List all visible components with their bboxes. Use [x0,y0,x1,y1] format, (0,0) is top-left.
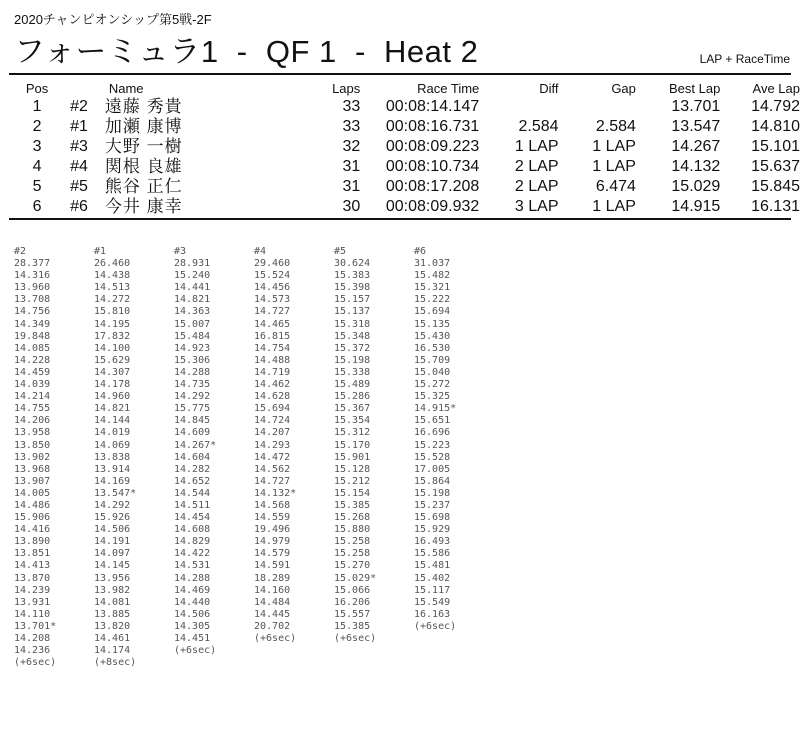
cell-position: 4 [32,158,42,175]
cell-ave-lap: 14.792 [751,98,800,115]
lap-column-header: #5 [334,246,347,257]
lap-time: 15.128 [334,463,371,475]
lap-time: 13.902 [14,451,51,463]
report-mode-label: LAP + RaceTime [699,52,790,66]
cell-ave-lap: 15.845 [751,178,800,195]
cell-best-lap: 14.915 [671,198,721,215]
lap-time: 15.321 [414,282,451,294]
lap-time: 15.901 [334,451,371,463]
lap-time: 15.929 [414,524,451,536]
lap-time: 15.385 [334,620,371,632]
lap-time: 15.223 [414,439,451,451]
lap-time: 13.931 [14,596,51,608]
lap-time: (+6sec) [334,633,377,644]
cell-car-number: #5 [70,178,88,195]
cell-diff: 2.584 [518,118,559,135]
lap-time: 16.163 [414,608,451,620]
lap-time: 15.402 [414,572,451,584]
results-divider [9,218,791,220]
lap-time: 15.306 [174,354,211,366]
results-header-row [14,80,800,97]
cell-race-time: 00:08:09.932 [385,198,480,215]
lap-time: 13.820 [94,620,131,632]
lap-time: 15.775 [174,403,211,415]
lap-time: 14.019 [94,427,131,439]
lap-time: 16.206 [334,596,371,608]
lap-time: 14.609 [174,427,211,439]
lap-time: 14.472 [254,451,291,463]
cell-gap [559,97,636,117]
cell-position: 5 [32,178,42,195]
lap-time: 15.586 [414,548,451,560]
lap-time: 13.547* [94,487,137,499]
lap-time: 14.288 [174,572,211,584]
lap-time: 14.160 [254,584,291,596]
lap-time: 14.513 [94,282,131,294]
lap-column-header: #1 [94,246,107,257]
lap-time: 14.039 [14,379,51,391]
lap-time: 15.694 [254,403,291,415]
lap-time: 13.851 [14,548,51,560]
lap-time: (+6sec) [254,633,297,644]
cell-race-time: 00:08:09.223 [385,138,480,155]
lap-time: 14.349 [14,318,51,330]
lap-time: 14.719 [254,366,291,378]
lap-time: 13.958 [14,427,51,439]
lap-time: 15.489 [334,379,371,391]
lap-time: 14.191 [94,536,131,548]
cell-driver-name: 今井 康幸 [104,197,183,216]
lap-time: 14.754 [254,342,291,354]
lap-time: 20.702 [254,620,291,632]
lap-time: 14.267* [174,439,217,451]
cell-ave-lap: 15.101 [751,138,800,155]
lap-time: 14.488 [254,354,291,366]
lap-time: 15.258 [334,548,371,560]
cell-car-number: #1 [70,118,88,135]
lap-time: 14.085 [14,342,51,354]
lap-time: 16.493 [414,536,451,548]
lap-time: 29.460 [254,258,291,270]
lap-time: 14.132* [254,487,297,499]
cell-driver-name: 大野 一樹 [104,137,183,156]
lap-time: 14.097 [94,548,131,560]
lap-time: 13.968 [14,463,51,475]
cell-diff: 1 LAP [514,138,559,155]
cell-laps: 31 [342,178,361,195]
cell-car-number: #4 [70,158,88,175]
cell-laps: 33 [342,118,361,135]
lap-time: 30.624 [334,258,371,270]
lap-time: 13.907 [14,475,51,487]
lap-time: 16.815 [254,330,291,342]
lap-time: 14.979 [254,536,291,548]
lap-time: 14.144 [94,415,131,427]
lap-time: 14.005 [14,487,51,499]
lap-time: 14.544 [174,487,211,499]
cell-diff [479,97,558,117]
cell-car-number: #3 [70,138,88,155]
lap-time: 14.562 [254,463,291,475]
lap-time: 14.652 [174,475,211,487]
cell-gap: 1 LAP [592,158,636,175]
lap-time: 14.484 [254,596,291,608]
lap-time: 14.465 [254,318,291,330]
lap-time: 14.292 [94,499,131,511]
lap-time: 15.318 [334,318,371,330]
cell-laps: 31 [342,158,361,175]
cell-position: 1 [32,98,42,115]
lap-time: 14.960 [94,391,131,403]
lap-time: 14.923 [174,342,211,354]
cell-driver-name: 熊谷 正仁 [104,177,183,196]
lap-time: 13.914 [94,463,131,475]
lap-column [174,246,254,657]
lap-time: 15.864 [414,475,451,487]
page-title: フォーミュラ1 - QF 1 - Heat 2 [14,34,479,69]
event-subtitle: 2020チャンピオンシップ第5戦-2F [14,12,212,27]
lap-time: 14.608 [174,524,211,536]
lap-time: 14.461 [94,633,131,644]
cell-position: 6 [32,198,42,215]
lap-time: 15.810 [94,306,131,318]
lap-time: 15.557 [334,608,371,620]
lap-time: 14.272 [94,294,131,306]
col-header-pos: Pos [25,81,49,96]
cell-position: 2 [32,118,42,135]
lap-time: 15.383 [334,270,371,282]
lap-time: 13.870 [14,572,51,584]
lap-time: 14.239 [14,584,51,596]
lap-time: (+6sec) [14,657,57,669]
lap-time: (+8sec) [94,657,137,669]
lap-time: 14.724 [254,415,291,427]
lap-time: 19.496 [254,524,291,536]
lap-time: 14.829 [174,536,211,548]
cell-car-number: #2 [70,98,88,115]
lap-time: 14.568 [254,499,291,511]
results-table [14,80,800,217]
lap-time: 15.372 [334,342,371,354]
cell-race-time: 00:08:16.731 [385,118,480,135]
lap-time: 15.651 [414,415,451,427]
lap-time: 13.885 [94,608,131,620]
lap-time: 14.727 [254,306,291,318]
lap-time: 13.960 [14,282,51,294]
lap-time: 15.348 [334,330,371,342]
lap-time: 15.694 [414,306,451,318]
cell-driver-name: 加瀬 康博 [104,117,183,136]
lap-time: 14.591 [254,560,291,572]
lap-time: 15.198 [414,487,451,499]
lap-time: 14.195 [94,318,131,330]
lap-time: 14.727 [254,475,291,487]
lap-time: 15.237 [414,499,451,511]
lap-time: 14.441 [174,282,211,294]
cell-gap: 1 LAP [592,138,636,155]
cell-gap: 1 LAP [592,198,636,215]
lap-time: 31.037 [414,258,451,270]
lap-time: 15.482 [414,270,451,282]
cell-best-lap: 15.029 [671,178,721,195]
lap-time: 15.354 [334,415,371,427]
lap-time: 14.208 [14,633,51,644]
table-row [14,117,800,137]
lap-column-header: #2 [14,246,27,257]
lap-time: 15.270 [334,560,371,572]
lap-time: (+6sec) [174,645,217,657]
table-row [14,197,800,217]
lap-time: 14.282 [174,463,211,475]
lap-time: 15.524 [254,270,291,282]
lap-time: 14.293 [254,439,291,451]
lap-time: 14.451 [174,633,211,644]
lap-time: 14.845 [174,415,211,427]
lap-time: 14.413 [14,560,51,572]
lap-time: 14.228 [14,354,51,366]
lap-time: 19.848 [14,330,51,342]
lap-time: 15.481 [414,560,451,572]
lap-time: 14.214 [14,391,51,403]
cell-diff: 3 LAP [514,198,559,215]
lap-time: 14.416 [14,524,51,536]
lap-time: 14.236 [14,645,51,657]
lap-time: 15.385 [334,499,371,511]
cell-laps: 33 [342,98,361,115]
cell-race-time: 00:08:14.147 [385,98,480,115]
lap-column [14,246,94,669]
lap-time: 14.559 [254,512,291,524]
lap-time: 15.117 [414,584,451,596]
cell-driver-name: 関根 良雄 [104,157,183,176]
cell-laps: 30 [342,198,361,215]
col-header-laps: Laps [332,81,361,96]
cell-laps: 32 [342,138,361,155]
lap-time: 14.069 [94,439,131,451]
table-row [14,97,800,117]
cell-best-lap: 13.547 [671,118,721,135]
lap-time: 28.377 [14,258,51,270]
lap-time: 14.486 [14,499,51,511]
lap-time: 15.528 [414,451,451,463]
lap-time: 14.440 [174,596,211,608]
cell-car-number: #6 [70,198,88,215]
lap-time: 15.007 [174,318,211,330]
lap-time: 13.850 [14,439,51,451]
lap-time: 14.207 [254,427,291,439]
lap-time: 14.573 [254,294,291,306]
lap-time: 14.206 [14,415,51,427]
table-row [14,137,800,157]
lap-time: 15.170 [334,439,371,451]
table-row [14,177,800,197]
lap-column-header: #4 [254,246,267,257]
lap-time: 15.137 [334,306,371,318]
lap-time: 15.040 [414,366,451,378]
cell-ave-lap: 15.637 [751,158,800,175]
lap-time: 14.145 [94,560,131,572]
col-header-no [60,80,105,97]
lap-time: 14.628 [254,391,291,403]
lap-column [254,246,334,645]
lap-time: 15.926 [94,512,131,524]
lap-time: 28.931 [174,258,211,270]
lap-time: 15.338 [334,366,371,378]
lap-time: 14.462 [254,379,291,391]
lap-time: 14.456 [254,282,291,294]
lap-time: 14.422 [174,548,211,560]
lap-time: 15.272 [414,379,451,391]
cell-driver-name: 遠藤 秀貴 [104,97,183,116]
lap-time: 17.832 [94,330,131,342]
lap-time: 17.005 [414,463,451,475]
lap-time: 14.454 [174,512,211,524]
lap-time: 15.430 [414,330,451,342]
lap-time: (+6sec) [414,620,457,632]
lap-time: 15.154 [334,487,371,499]
col-header-ave-lap: Ave Lap [752,81,800,96]
lap-time: 14.531 [174,560,211,572]
lap-time: 16.530 [414,342,451,354]
cell-gap: 2.584 [595,118,636,135]
lap-time: 15.398 [334,282,371,294]
lap-time: 15.135 [414,318,451,330]
lap-time: 16.696 [414,427,451,439]
lap-time: 13.890 [14,536,51,548]
col-header-name: Name [108,81,144,96]
lap-time: 15.268 [334,512,371,524]
lap-time: 15.484 [174,330,211,342]
col-header-gap: Gap [611,81,636,96]
lap-time: 14.288 [174,366,211,378]
lap-time: 26.460 [94,258,131,270]
lap-time: 13.982 [94,584,131,596]
lap-time: 14.756 [14,306,51,318]
lap-column [414,246,494,633]
lap-time: 15.240 [174,270,211,282]
lap-time: 14.174 [94,645,131,657]
lap-time: 14.511 [174,499,211,511]
lap-time: 14.604 [174,451,211,463]
lap-time: 14.081 [94,596,131,608]
lap-time: 15.698 [414,512,451,524]
lap-time: 15.222 [414,294,451,306]
lap-column [94,246,174,669]
lap-column-header: #3 [174,246,187,257]
lap-time: 14.438 [94,270,131,282]
cell-race-time: 00:08:10.734 [385,158,480,175]
lap-time: 15.880 [334,524,371,536]
lap-time: 15.066 [334,584,371,596]
cell-diff: 2 LAP [514,158,559,175]
lap-time: 14.579 [254,548,291,560]
lap-time: 14.169 [94,475,131,487]
lap-time: 14.821 [174,294,211,306]
lap-time: 15.157 [334,294,371,306]
lap-time: 14.469 [174,584,211,596]
lap-time: 15.198 [334,354,371,366]
col-header-diff: Diff [539,81,559,96]
lap-time: 15.325 [414,391,451,403]
lap-time: 15.312 [334,427,371,439]
lap-time: 14.459 [14,366,51,378]
lap-time: 14.821 [94,403,131,415]
lap-time: 14.110 [14,608,51,620]
lap-time: 18.289 [254,572,291,584]
col-header-race-time: Race Time [417,81,480,96]
lap-column-header: #6 [414,246,427,257]
lap-column [334,246,414,645]
lap-time: 15.029* [334,572,377,584]
cell-best-lap: 14.267 [671,138,721,155]
lap-time: 14.915* [414,403,457,415]
lap-time: 13.708 [14,294,51,306]
lap-time: 15.367 [334,403,371,415]
col-header-best-lap: Best Lap [669,81,721,96]
lap-time: 14.735 [174,379,211,391]
lap-time: 15.629 [94,354,131,366]
lap-time: 13.838 [94,451,131,463]
lap-time: 14.363 [174,306,211,318]
lap-time: 14.506 [174,608,211,620]
cell-gap: 6.474 [595,178,636,195]
lap-time: 14.100 [94,342,131,354]
lap-time: 13.701* [14,620,57,632]
lap-time: 15.258 [334,536,371,548]
lap-time: 15.286 [334,391,371,403]
cell-ave-lap: 14.810 [751,118,800,135]
lap-time: 13.956 [94,572,131,584]
lap-time: 14.305 [174,620,211,632]
table-row [14,157,800,177]
cell-best-lap: 13.701 [671,98,721,115]
cell-diff: 2 LAP [514,178,559,195]
cell-race-time: 00:08:17.208 [385,178,480,195]
lap-time: 14.506 [94,524,131,536]
lap-time: 15.906 [14,512,51,524]
lap-time: 14.755 [14,403,51,415]
header-divider [9,73,791,75]
cell-position: 3 [32,138,42,155]
lap-time: 14.178 [94,379,131,391]
lap-time: 15.709 [414,354,451,366]
lap-time: 15.212 [334,475,371,487]
lap-time: 14.445 [254,608,291,620]
cell-ave-lap: 16.131 [751,198,800,215]
lap-time: 15.549 [414,596,451,608]
cell-best-lap: 14.132 [671,158,721,175]
lap-time: 14.316 [14,270,51,282]
lap-time: 14.292 [174,391,211,403]
lap-time: 14.307 [94,366,131,378]
